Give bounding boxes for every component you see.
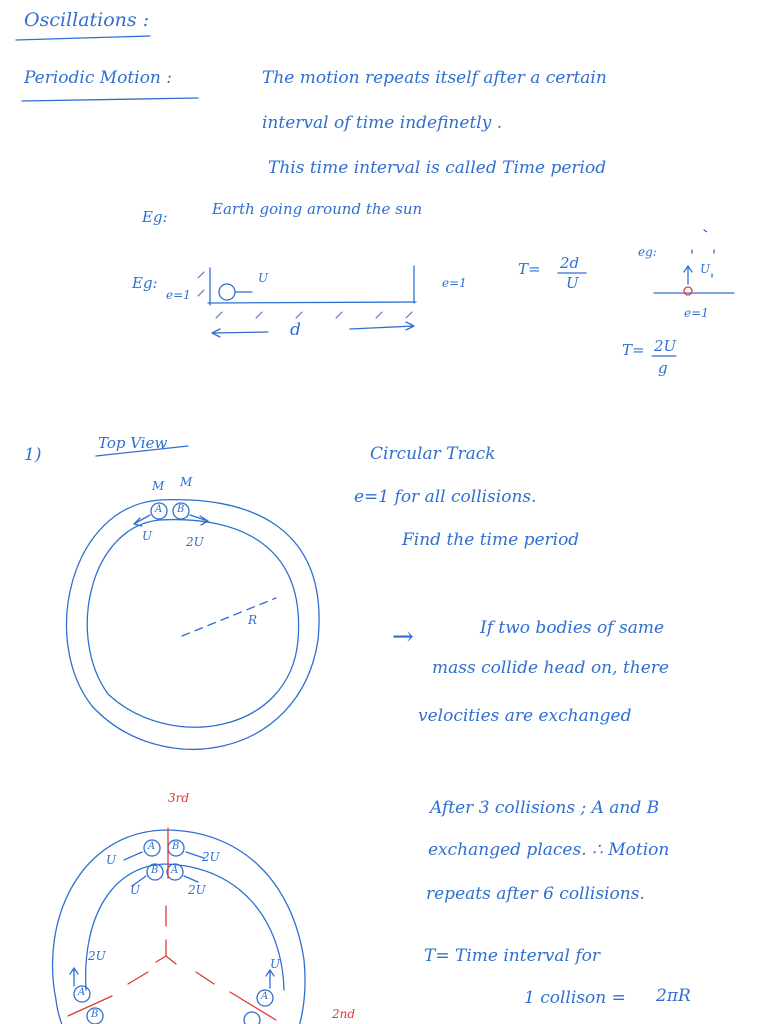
eg2-formula-num: 2d: [560, 254, 580, 272]
eg3-path: [692, 230, 714, 282]
heading: Oscillations :: [24, 9, 150, 31]
eg2-label: Eg:: [132, 274, 158, 292]
eg2-distance: d: [290, 320, 301, 340]
periodic-label: Periodic Motion :: [24, 68, 173, 88]
d2-b-left: B: [91, 1009, 99, 1020]
d2-b-inner: B: [151, 865, 159, 876]
d2-a-left: A: [78, 987, 86, 998]
one-collision: 1 collison =: [524, 988, 626, 1008]
eg3-formula-den: g: [658, 359, 668, 377]
collision-2nd: 2nd: [332, 1007, 356, 1021]
collision-markers: [68, 828, 276, 1020]
eg2-e-right: e=1: [442, 276, 467, 290]
note-line-2: mass collide head on, there: [432, 658, 669, 678]
periodic-line-1: The motion repeats itself after a certain: [262, 68, 607, 88]
eg2-track: [208, 302, 416, 303]
periodic-line-3: This time interval is called Time period: [268, 158, 607, 178]
d2-vel-u-top: U: [106, 853, 117, 867]
implies-arrow: →: [392, 622, 414, 652]
d2-vel-2u-top: 2U: [202, 850, 220, 864]
circular-track: Circular Track: [370, 444, 496, 464]
d2-a-top: A: [148, 841, 156, 852]
d2-a-inner: A: [171, 865, 179, 876]
top-view-label: Top View: [98, 434, 168, 452]
mass-2: M: [180, 475, 193, 489]
d2-vel-2u-inner: 2U: [188, 883, 206, 897]
after-line-3: repeats after 6 collisions.: [426, 884, 645, 904]
eg2-distance-right-arrow: [350, 322, 414, 330]
two-pi-r: 2πR: [656, 986, 691, 1006]
periodic-underline: [22, 98, 198, 101]
radius-line: [182, 598, 276, 636]
d2-arrow-right-up: [266, 970, 274, 988]
inner-track-2: [86, 864, 284, 990]
d2-vel-u-inner: U: [130, 883, 141, 897]
d2-b-top: B: [172, 841, 180, 852]
eg2-left-hatch: [198, 272, 204, 296]
problem-number: 1): [24, 445, 42, 465]
d2-arrow-top-left: [124, 852, 142, 860]
inner-track: [87, 520, 298, 728]
radius-label: R: [248, 613, 258, 627]
after-line-1: After 3 collisions ; A and B: [430, 798, 660, 818]
d2-a-right: A: [261, 991, 269, 1002]
eg3-up-arrow: [684, 266, 692, 284]
top-view-underline: [96, 446, 188, 456]
outer-track: [67, 500, 320, 750]
d2-arrow-left-up: [70, 968, 78, 986]
d2-arrow-inner-right: [184, 876, 198, 882]
vel-a: U: [142, 529, 153, 543]
collision-3rd: 3rd: [168, 791, 190, 805]
e-condition: e=1 for all collisions.: [354, 487, 537, 507]
eg2-velocity: U: [258, 271, 269, 285]
d2-ball-right-low: [244, 1012, 260, 1024]
eg2-distance-left-arrow: [212, 329, 268, 337]
note-line-3: velocities are exchanged: [418, 706, 632, 726]
eg3-formula-lhs: T=: [622, 341, 645, 359]
d2-arrow-top-right: [186, 852, 204, 858]
eg3-velocity: U: [700, 262, 711, 276]
vel-b: 2U: [186, 535, 204, 549]
eg2-formula-den: U: [566, 274, 579, 292]
eg3-e: e=1: [684, 306, 709, 320]
after-line-2: exchanged places. ∴ Motion: [428, 840, 670, 860]
find-period: Find the time period: [402, 530, 580, 550]
periodic-line-2: interval of time indefinetly .: [262, 113, 503, 133]
d2-vel-u-right: U: [270, 957, 281, 971]
eg2-ball: [219, 284, 235, 300]
d2-vel-2u-left: 2U: [88, 949, 106, 963]
t-line: T= Time interval for: [424, 946, 600, 966]
eg3-label: eg:: [638, 245, 657, 259]
eg1-text: Earth going around the sun: [212, 200, 423, 218]
ball-b-letter: B: [177, 504, 185, 515]
eg3-ball: [684, 287, 692, 295]
eg2-formula-lhs: T=: [518, 260, 541, 278]
eg2-hatch: [216, 312, 412, 318]
d2-arrow-inner-left: [132, 876, 146, 886]
note-line-1: If two bodies of same: [480, 618, 665, 638]
eg2-e-left: e=1: [166, 288, 191, 302]
mass-1: M: [152, 479, 165, 493]
ball-a-letter: A: [155, 504, 163, 515]
eg1-label: Eg:: [142, 208, 168, 226]
heading-underline: [16, 36, 150, 40]
eg3-formula-num: 2U: [654, 337, 677, 355]
